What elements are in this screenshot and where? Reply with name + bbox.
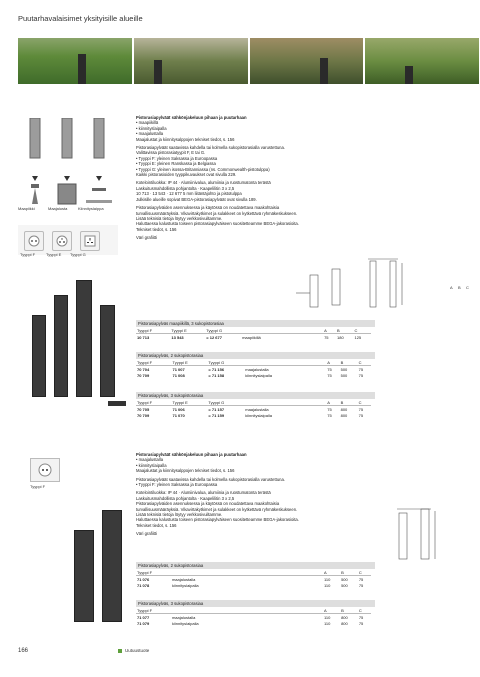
dimension-a: A: [450, 285, 453, 290]
dim-value: 110: [323, 614, 331, 620]
section1-text: [136, 115, 376, 241]
dim-value: 75: [358, 576, 364, 582]
article-number: = 71 157: [208, 406, 225, 412]
article-number: = 71 159: [208, 412, 225, 418]
socket-type-f-icon: [30, 458, 60, 482]
table-title: Pistorasiapylväs, 2 sukopistorasiaa: [136, 562, 375, 569]
col-header: C: [353, 327, 371, 334]
dimension-drawing: [290, 255, 475, 315]
text-line: Kotelointiluokka: IP 44 · Alumiinivalua, alumiinia ja ruostumatonta terästä: [136, 490, 271, 496]
col-header: Tyyppi E: [171, 399, 207, 406]
text-line: Kotelointiluokka: IP 44 · Alumiinivalua, alumiinia ja ruostumatonta terästä: [136, 180, 271, 186]
dim-value: 500: [341, 582, 348, 588]
col-header: C: [358, 359, 371, 366]
text-line: turvallisuusmääräyksiä. Vikavirtakytkimet ja sulakkeet on kytkettävä ryhmäkeskukseen.: [136, 210, 298, 216]
dim-value: 75: [324, 334, 329, 340]
text-line: Haluttaessa kalustusta toiseen pistorasiapylväiseen suositetteamme BEGA-jakorasioita.: [136, 517, 299, 523]
article-number: 70 709: [137, 412, 150, 418]
text-line: Lisää teknisiä tietoja löytyy verkkosivuiltamme.: [136, 512, 223, 518]
text-line: Pistorasiapylväiden asennuksessa ja käytössä on noudatettava maakohtaisia: [136, 501, 280, 507]
col-header: B: [336, 327, 353, 334]
bollard-image: [32, 315, 46, 397]
dim-value: 75: [358, 582, 364, 588]
article-number: 71 079: [137, 620, 150, 626]
bollard-base: [108, 401, 126, 406]
photo-strip: [18, 38, 479, 84]
dim-value: 75: [358, 412, 364, 418]
product-table-1: [136, 320, 375, 340]
dim-value: 110: [323, 582, 331, 588]
dim-value: 800: [341, 614, 348, 620]
text-line: Pistorasiapylväiden asennuksessa ja käytössä on noudatettava maakohtaisia: [136, 205, 280, 211]
col-header: Tyyppi F: [136, 607, 171, 614]
text-line: Pistorasiapylväät saatavissa kahdella tai kolmella sukopistorasialla varustettuna.: [136, 145, 285, 151]
text-line: • Tyyppi E: yleinen Ranskassa ja Belgiassa: [136, 161, 216, 167]
article-number: 71 077: [137, 614, 150, 620]
article-number: 71 078: [137, 582, 150, 588]
mount-type: kiinnityslaipalla: [245, 372, 272, 378]
article-number: = 12 677: [206, 334, 222, 340]
dim-value: 800: [340, 406, 348, 412]
col-header: Tyyppi F: [136, 359, 171, 366]
table-title: Pistorasiapylväs, 2 sukopistorasiaa: [136, 352, 375, 359]
page-number: 166: [18, 648, 29, 654]
text-line: • Tyyppi F: yleinen Saksassa ja Euroopassa: [136, 482, 218, 488]
dim-value: 500: [340, 372, 348, 378]
socket-label: Tyyppi F: [20, 252, 36, 257]
new-product-marker-icon: [118, 649, 122, 653]
dim-value: 75: [358, 614, 364, 620]
article-number: 71 076: [137, 576, 150, 582]
mounting-options-illustration: [22, 118, 117, 210]
bullet: • kiinnityslaipalla: [136, 462, 167, 468]
text-line: Maajalustat ja kiinnitysalppojen tekniset tiedot, s. 156: [136, 136, 235, 142]
text-line: Julkisille alueille sopivat BEGA-pistorasiapylväät ovat sivulla 189.: [136, 196, 257, 202]
col-header: Tyyppi G: [207, 399, 244, 406]
text-line: Pistorasiapylväät saatavissa kahdella tai kolmella sukopistorasialla varustettuna.: [136, 476, 285, 482]
dim-value: 75: [327, 412, 332, 418]
section-title: Pistorasiapylväät sähkönjakeluun pihaan ja puutarhaan: [136, 452, 247, 457]
text-line: Haluttaessa kalustusta toiseen pistorasiapylväiseen suositetteamme BEGA-jakorasioita.: [136, 221, 299, 227]
dim-value: 800: [341, 620, 348, 626]
color-note: Väri grafiitti: [136, 235, 157, 241]
dimension-drawing: [395, 505, 475, 565]
bollard-products-illustration: [22, 275, 127, 415]
text-line: Tekniset tiedot, s. 156: [136, 226, 177, 232]
text-line: Maajalustat ja kiinnitysalppojen tekniset tiedot, s. 156: [136, 468, 235, 474]
text-line: 10 713 · 13 543 · 12 677 5 mm liitäntäjohto ja pistotulppa: [136, 191, 242, 197]
mount-type: maajalustalla: [245, 366, 269, 372]
dim-value: 75: [327, 366, 332, 372]
text-line: turvallisuusmääräyksiä. Vikavirtakytkimet ja sulakkeet on kytkettävä ryhmäkeskukseen.: [136, 506, 298, 512]
article-number: 71 007: [172, 366, 185, 372]
dim-value: 75: [358, 372, 364, 378]
col-header: B: [340, 359, 358, 366]
col-header: Tyyppi G: [205, 327, 241, 334]
bullet: • kiinnityslaipalla: [136, 125, 167, 131]
dim-value: 110: [323, 576, 331, 582]
product-table-2: [136, 352, 375, 378]
dim-value: 110: [323, 620, 331, 626]
mount-type: maajalustalla: [245, 406, 269, 412]
garden-photo: [365, 38, 479, 84]
article-number: 70 709: [137, 372, 150, 378]
dim-value: 800: [340, 412, 348, 418]
text-line: • Tyyppi F: yleinen Saksassa ja Euroopassa: [136, 155, 218, 161]
mount-type: kiinnityslaipalla: [171, 620, 199, 626]
col-header: B: [340, 607, 358, 614]
dim-value: 75: [358, 620, 364, 626]
socket-type-f-icon: [24, 231, 44, 251]
article-number: = 71 156: [208, 366, 225, 372]
bullet: • maajalustalla: [136, 131, 164, 137]
article-number: 71 070: [172, 412, 185, 418]
dim-value: 75: [358, 366, 364, 372]
col-header: B: [340, 569, 358, 576]
article-number: 70 704: [137, 366, 150, 372]
article-number: 71 008: [172, 372, 185, 378]
col-header: A: [323, 607, 340, 614]
product-table-4: [136, 562, 375, 588]
text-line: Laskuitusmahdollista pohjantolta · Kaapelilitin 3 x 2,5: [136, 495, 235, 501]
col-header: Tyyppi G: [207, 359, 244, 366]
col-header: Tyyppi E: [171, 359, 207, 366]
mount-type: maajalustalla: [171, 576, 196, 582]
table-title: Pistorasiapylväs, 3 sukopistorasiaa: [136, 392, 375, 399]
socket-label: Tyyppi E: [46, 252, 62, 257]
product-table-3: [136, 392, 375, 418]
col-header: A: [323, 569, 340, 576]
col-header: Tyyppi F: [136, 327, 170, 334]
socket-type-g-icon: [80, 231, 100, 251]
socket-label: Tyyppi F: [30, 484, 46, 489]
text-line: Kaikki pistorasioiden tyyppikuvaukset ovat sivulla 229.: [136, 172, 237, 178]
bollard-image: [54, 295, 68, 397]
col-header: C: [358, 399, 371, 406]
dim-value: 75: [327, 372, 332, 378]
mount-label: Maapiikki: [18, 206, 35, 211]
bollard-image: [102, 510, 122, 622]
mount-type: kiinnityslaipalla: [171, 582, 199, 588]
col-header: Tyyppi F: [136, 399, 171, 406]
table-row: [136, 620, 371, 626]
dimension-b: B: [458, 285, 461, 290]
mounting-drawing: [22, 118, 117, 210]
socket-type-e-icon: [52, 231, 72, 251]
table-row: [136, 582, 371, 588]
section-title: Pistorasiapylväät sähkönjakeluun pihaan ja puutarhaan: [136, 115, 247, 120]
garden-photo: [18, 38, 132, 84]
product-table-5: [136, 600, 375, 626]
socket-types-panel: [18, 225, 118, 255]
section2-text: [136, 452, 376, 537]
col-header: Tyyppi F: [136, 569, 171, 576]
col-header: Tyyppi E: [170, 327, 205, 334]
table-row: [136, 334, 371, 341]
article-number: = 71 158: [208, 372, 225, 378]
table-title: Pistorasiapylväs, 3 sukopistorasiaa: [136, 600, 375, 607]
bullet: • maapiikillä: [136, 120, 159, 126]
mount-label: Maajalusta: [48, 206, 68, 211]
col-header: A: [323, 327, 336, 334]
color-note: Väri grafiitti: [136, 531, 157, 537]
bollard-image: [100, 305, 115, 397]
text-line: • Tyyppi G: yleinen isossa-Britanniassa (ns. Commonwealth-pistotulppa): [136, 166, 270, 172]
garden-photo: [134, 38, 248, 84]
text-line: Valittavissa pistorasiatyypit F, E tai G.: [136, 150, 206, 156]
text-line: Lisää teknisiä tietoja löytyy verkkosivuiltamme.: [136, 215, 223, 221]
socket-label: Tyyppi G: [70, 252, 86, 257]
dim-value: 75: [327, 406, 332, 412]
legend-label: Uutuustuote: [125, 648, 150, 653]
text-line: Laskuitusmahdollista pohjantolta · Kaapelilitin 3 x 2,5: [136, 185, 235, 191]
col-header: C: [358, 569, 371, 576]
mount-type: kiinnityslaipalla: [245, 412, 272, 418]
bollard-image: [76, 280, 92, 397]
dim-value: 125: [354, 334, 362, 340]
dim-value: 500: [341, 576, 348, 582]
table-row: [136, 372, 371, 378]
bollard-image: [74, 530, 94, 622]
col-header: C: [358, 607, 371, 614]
dimension-c: C: [466, 285, 469, 290]
new-product-legend: [118, 648, 149, 653]
article-number: 13 543: [171, 334, 184, 340]
garden-photo: [250, 38, 364, 84]
article-number: 70 705: [137, 406, 150, 412]
mount-type: maajalustalla: [171, 614, 196, 620]
table-row: [136, 412, 371, 418]
col-header: A: [326, 399, 339, 406]
mount-label: Kiinnityslaippa: [78, 206, 104, 211]
dim-value: 500: [340, 366, 348, 372]
article-number: 71 006: [172, 406, 185, 412]
bullet: • maajalustalla: [136, 457, 164, 463]
page-title: Puutarhavalaisimet yksityisille alueille: [18, 14, 143, 23]
text-line: Tekniset tiedot, s. 156: [136, 522, 177, 528]
table-title: Pistorasiapylväs maapiikillä, 3 sukopistorasiaa: [136, 320, 375, 327]
bollard-products-illustration: [60, 505, 130, 625]
col-header: A: [326, 359, 339, 366]
dim-value: 75: [358, 406, 364, 412]
mount-type: maapiikillä: [242, 334, 261, 340]
col-header: B: [340, 399, 358, 406]
article-number: 10 713: [137, 334, 150, 340]
dim-value: 180: [337, 334, 344, 340]
